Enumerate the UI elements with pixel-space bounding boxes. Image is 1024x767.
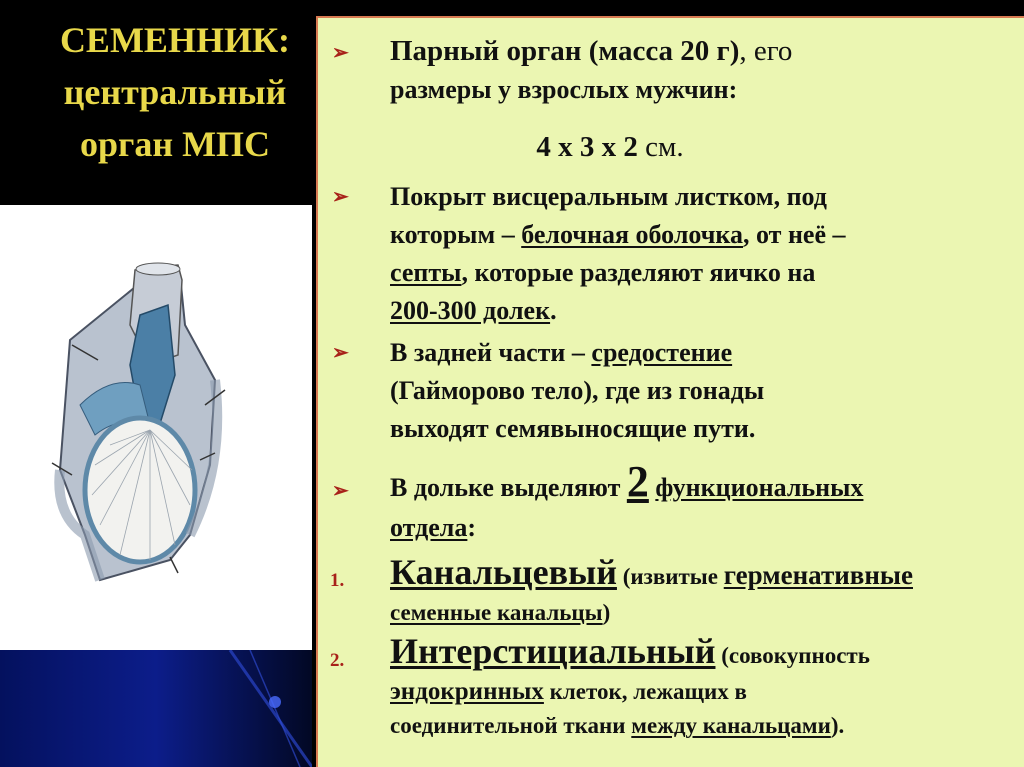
text-segment: см.	[637, 131, 684, 163]
germinative-term: герменативные	[723, 560, 913, 590]
endocrine-term: эндокринных	[390, 678, 544, 705]
decorative-blue-panel	[0, 650, 312, 767]
text-segment: :	[467, 513, 477, 542]
text-segment: Покрыт висцеральным листком, под	[390, 182, 827, 211]
arrow-bullet-icon: ➢	[332, 480, 349, 502]
arrow-bullet-icon: ➢	[332, 42, 349, 64]
functional-term: функциональных	[655, 473, 864, 502]
tunica-albuginea-term: белочная оболочка	[521, 220, 744, 249]
text-segment: (Гайморово тело), где из гонады	[390, 376, 765, 405]
title-line-2: центральный	[63, 72, 287, 112]
text-segment: ).	[830, 713, 845, 738]
text-segment: , от неё –	[743, 220, 846, 249]
text-segment: , которые разделяют яичко на	[461, 258, 816, 287]
number-two: 2	[626, 457, 649, 506]
text-segment: 4 х 3 х 2	[536, 131, 638, 163]
text-segment: которым –	[390, 220, 522, 249]
arrow-bullet-icon: ➢	[332, 342, 349, 364]
title-line-3: орган МПС	[79, 124, 271, 164]
testis-illustration	[0, 205, 312, 650]
between-tubules-term: между канальцами	[631, 713, 831, 738]
text-segment: выходят семявыносящие пути.	[390, 414, 756, 443]
interstitial-term: Интерстициальный	[390, 631, 716, 671]
text-segment: )	[602, 600, 611, 625]
text-segment: клеток, лежащих в	[543, 679, 747, 704]
text-segment: (совокупность	[715, 643, 870, 668]
text-segment: В дольке выделяют	[390, 473, 627, 502]
light-streak-icon	[0, 650, 312, 767]
arrow-bullet-icon: ➢	[332, 186, 349, 208]
title-line-1: СЕМЕННИК:	[59, 20, 291, 60]
tubular-term: Канальцевый	[390, 552, 617, 592]
text-segment: , его	[739, 35, 793, 67]
text-segment: размеры у взрослых мужчин:	[390, 75, 738, 104]
list-number: 1.	[330, 570, 345, 591]
text-segment: (извитые	[616, 564, 724, 589]
text-segment: Парный орган (масса 20 г)	[390, 35, 740, 67]
testis-drawing-icon	[0, 205, 312, 650]
slide-title	[40, 14, 310, 170]
lobules-term: 200-300 долек	[390, 296, 551, 325]
text-segment: соединительной ткани	[390, 713, 632, 738]
septa-term: септы	[390, 258, 462, 287]
list-number: 2.	[330, 650, 345, 671]
sections-term: отдела	[390, 513, 468, 542]
content-panel	[316, 16, 1024, 767]
mediastinum-term: средостение	[591, 338, 733, 367]
seminiferous-term: семенные канальцы	[390, 600, 603, 625]
text-segment: .	[550, 296, 557, 325]
text-segment: В задней части –	[390, 338, 592, 367]
size-value	[390, 128, 830, 166]
